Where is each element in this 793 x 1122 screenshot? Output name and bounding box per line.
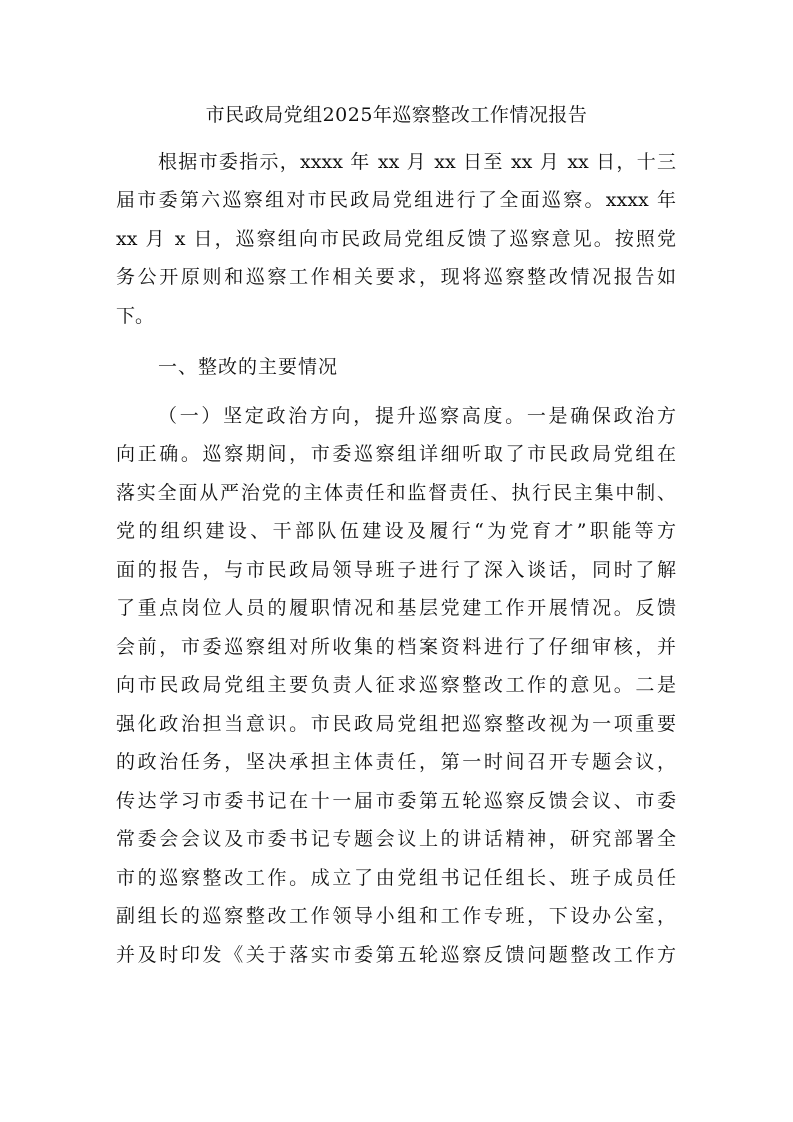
paragraph-line: 常委会会议及市委书记专题会议上的讲话精神，研究部署全 [116,828,676,850]
paragraph-line: 副组长的巡察整改工作领导小组和工作专班，下设办公室， [116,905,676,927]
paragraph-line: 强化政治担当意识。市民政局党组把巡察整改视为一项重要 [116,713,676,735]
paragraph-line: 党的组织建设、干部队伍建设及履行“为党育才”职能等方 [116,520,676,542]
paragraph-line: 传达学习市委书记在十一届市委第五轮巡察反馈会议、市委 [116,790,676,812]
paragraph-line: 向市民政局党组主要负责人征求巡察整改工作的意见。二是 [116,674,676,696]
paragraph-line: 会前，市委巡察组对所收集的档案资料进行了仔细审核，并 [116,636,676,658]
paragraph-line: 根据市委指示，xxxx 年 xx 月 xx 日至 xx 月 xx 日，十三 [158,151,676,173]
paragraph-line: 向正确。巡察期间，市委巡察组详细听取了市民政局党组在 [116,443,676,465]
paragraph-line: 并及时印发《关于落实市委第五轮巡察反馈问题整改工作方 [116,944,676,966]
paragraph-line: 务公开原则和巡察工作相关要求，现将巡察整改情况报告如 [116,266,676,288]
paragraph-line: 下。 [116,305,155,327]
paragraph-line: 的政治任务，坚决承担主体责任，第一时间召开专题会议， [116,751,676,773]
paragraph-line: 市的巡察整改工作。成立了由党组书记任组长、班子成员任 [116,867,676,889]
document-title: 市民政局党组2025年巡察整改工作情况报告 [205,104,588,126]
paragraph-line: （一）坚定政治方向，提升巡察高度。一是确保政治方 [158,405,676,427]
paragraph-line: xx 月 x 日，巡察组向市民政局党组反馈了巡察意见。按照党 [116,228,676,250]
paragraph-line: 面的报告，与市民政局领导班子进行了深入谈话，同时了解 [116,559,676,581]
paragraph-line: 落实全面从严治党的主体责任和监督责任、执行民主集中制、 [116,482,676,504]
section-heading: 一、整改的主要情况 [158,356,339,378]
paragraph-line: 届市委第六巡察组对市民政局党组进行了全面巡察。xxxx 年 [116,189,676,211]
paragraph-line: 了重点岗位人员的履职情况和基层党建工作开展情况。反馈 [116,597,676,619]
